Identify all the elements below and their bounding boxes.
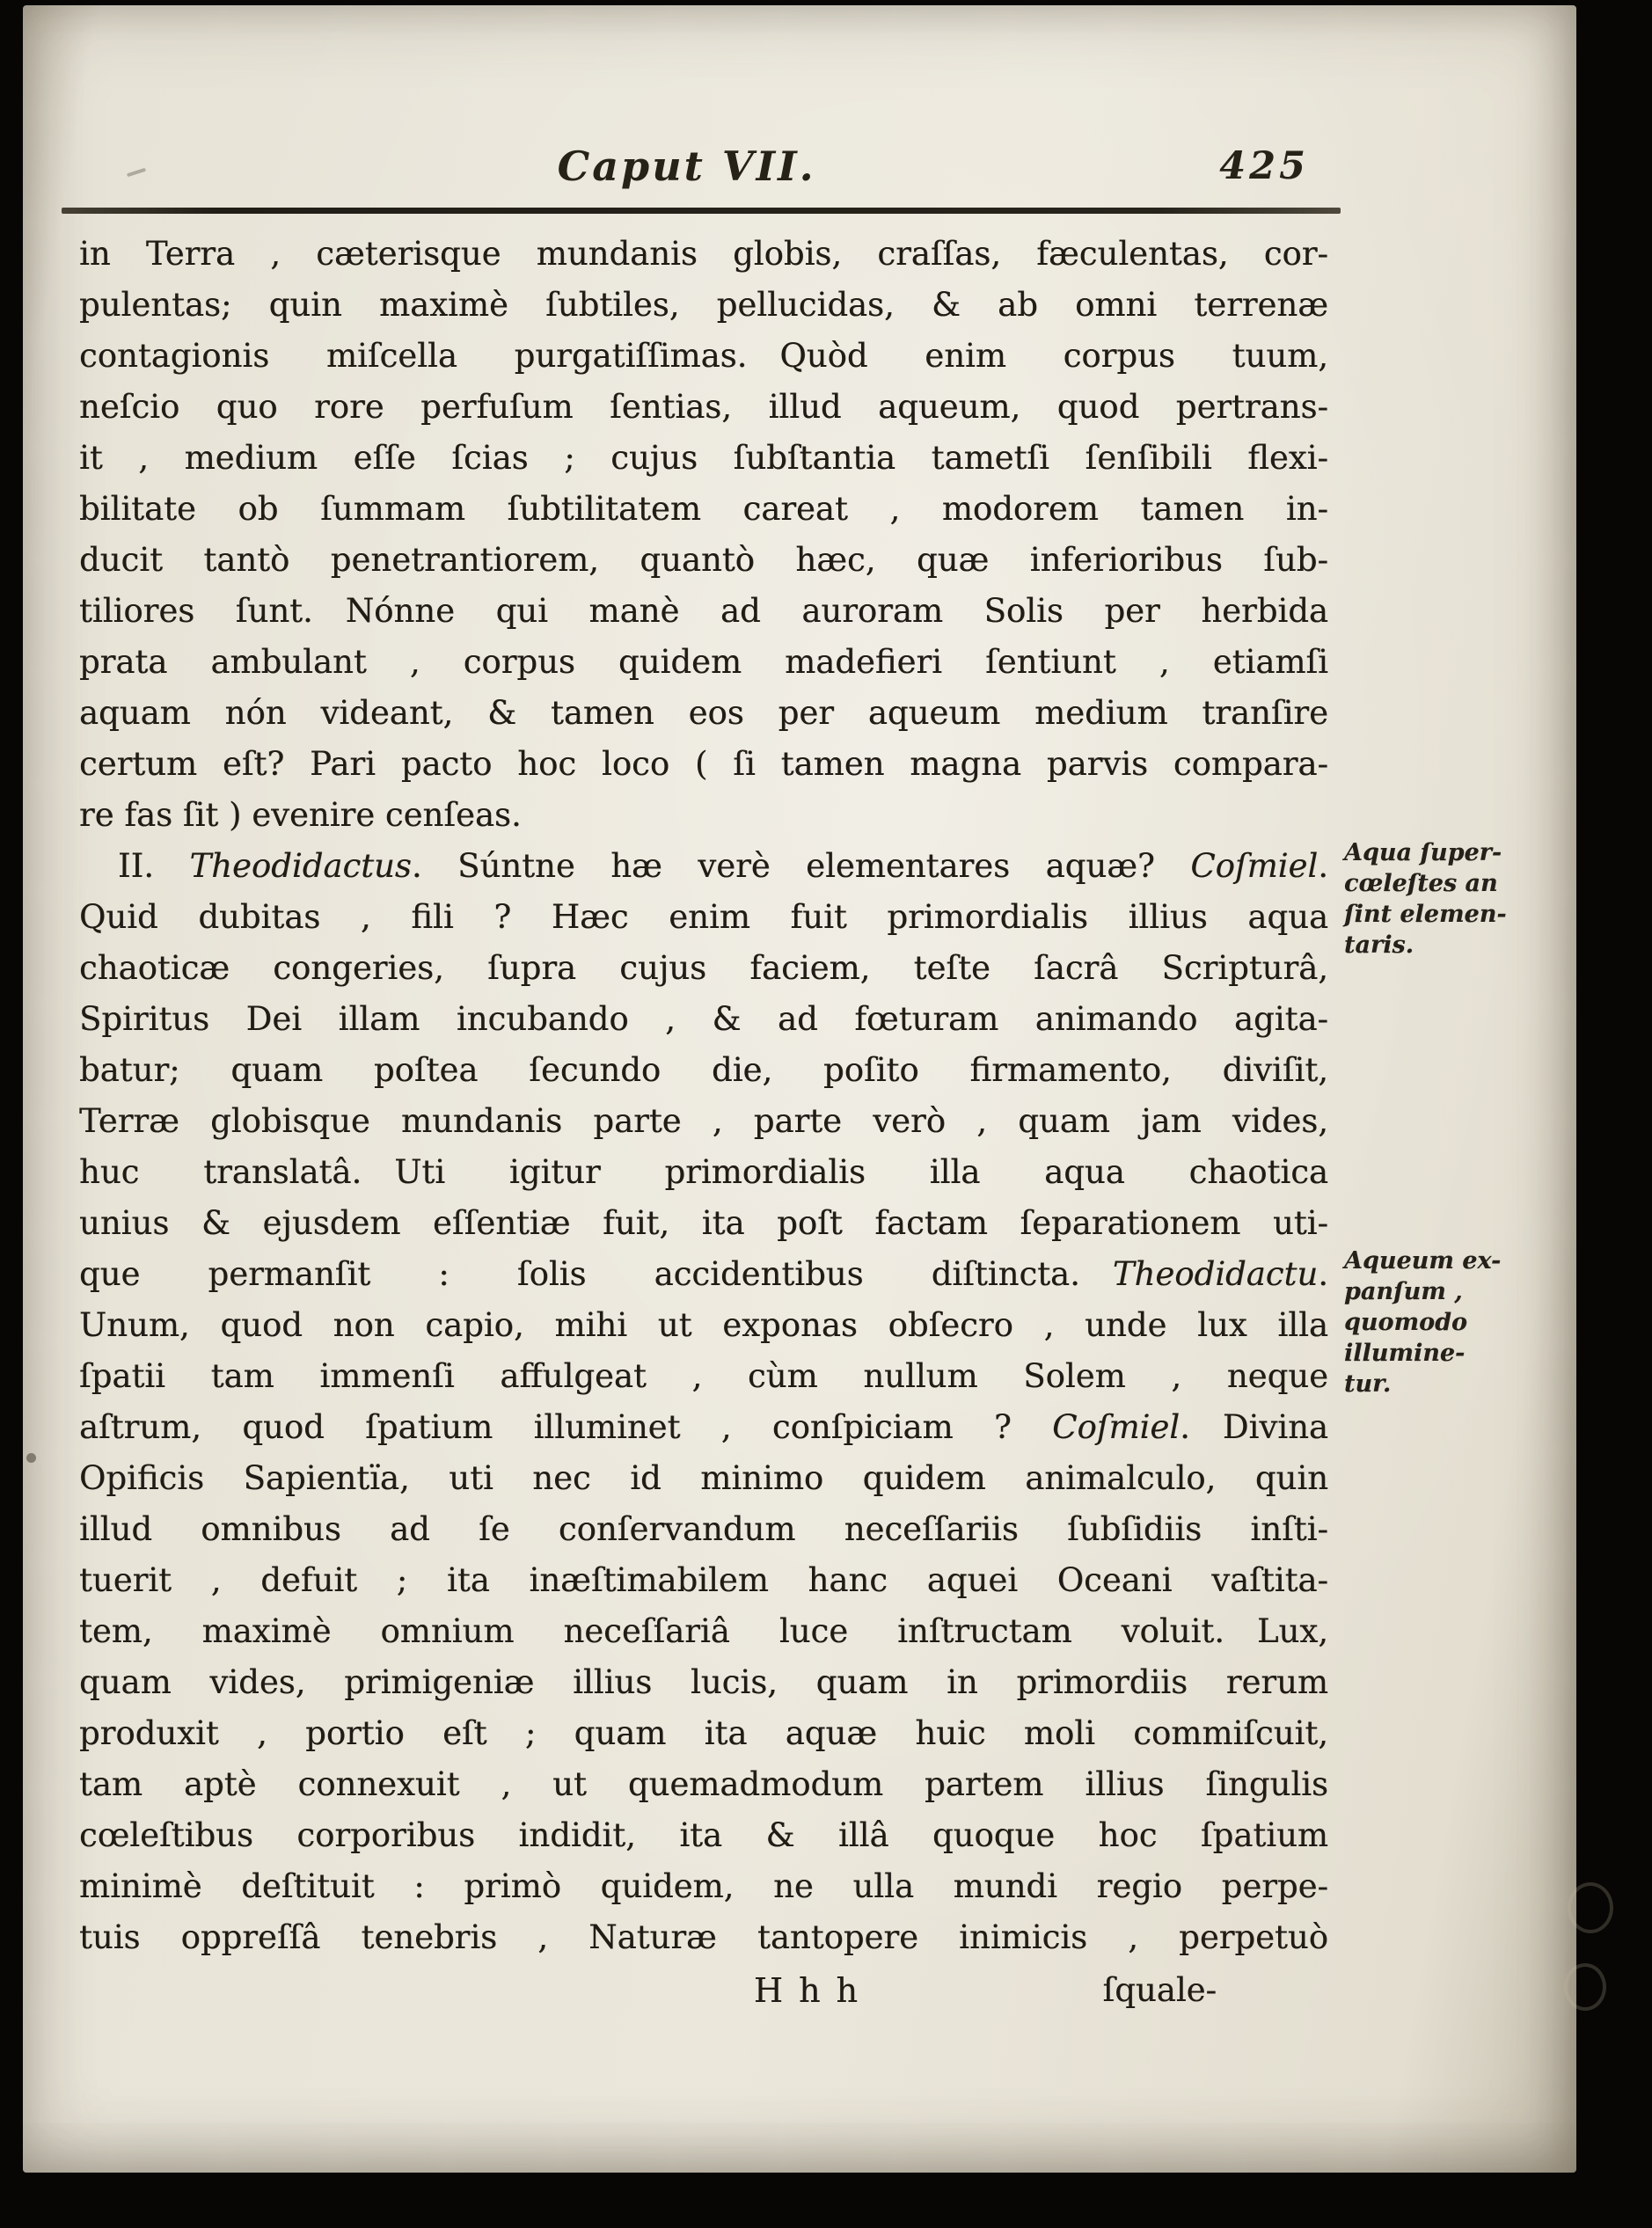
text-line: neſcio quo rore perfuſum ſentias, illud aqueum, quod pertrans- xyxy=(79,388,1328,426)
header-rule xyxy=(62,208,1341,214)
text-line: prata ambulant , corpus quidem madefieri ſentiunt , etiamſi xyxy=(79,643,1328,681)
text-lines xyxy=(79,229,1328,1963)
text-line: chaoticæ congeries, ſupra cujus faciem, teſte ſacrâ Scripturâ, xyxy=(79,949,1328,987)
text-line: cœleſtibus corporibus indidit, ita & illâ quoque hoc ſpatium xyxy=(79,1816,1328,1854)
text-line: Quid dubitas , fili ? Hæc enim fuit primordialis illius aqua xyxy=(79,898,1328,936)
text-line: unius & ejusdem eſſentiæ fuit, ita poſt factam ſeparationem uti- xyxy=(79,1204,1328,1242)
text-line: aquam nón videant, & tamen eos per aqueum medium tranſire xyxy=(79,694,1328,732)
scan-artifact-ring xyxy=(1568,1882,1613,1933)
text-line: contagionis miſcella purgatiſſimas. Quòd enim corpus tuum, xyxy=(79,337,1328,375)
text-line: quam vides, primigeniæ illius lucis, quam in primordiis rerum xyxy=(79,1663,1328,1701)
ink-dot xyxy=(26,1453,36,1463)
chapter-title: Caput VII. xyxy=(557,142,816,190)
text-line: it , medium eſſe ſcias ; cujus ſubſtantia tametſi ſenſibili flexi- xyxy=(79,439,1328,477)
text-body xyxy=(79,229,1328,2093)
text-line: pulentas; quin maximè ſubtiles, pellucidas, & ab omni terrenæ xyxy=(79,286,1328,324)
scan-artifact-ring xyxy=(1564,1963,1606,2011)
text-line: batur; quam poſtea ſecundo die, poſito firmamento, diviſit, xyxy=(79,1051,1328,1089)
text-line: II. Theodidactus. Súntne hæ verè elementares aquæ? Coſmiel. xyxy=(118,847,1329,885)
text-line: ſpatii tam immenſi affulgeat , cùm nullum Solem , neque xyxy=(79,1357,1328,1395)
footer xyxy=(79,1965,1328,2016)
book-page xyxy=(23,5,1576,2173)
page-header xyxy=(79,142,1332,197)
text-line: ducit tantò penetrantiorem, quantò hæc, quæ inferioribus ſub- xyxy=(79,541,1328,579)
text-line: tam aptè connexuit , ut quemadmodum partem illius ſingulis xyxy=(79,1765,1328,1803)
text-line: Unum, quod non capio, mihi ut exponas obſecro , unde lux illa xyxy=(79,1306,1328,1344)
text-line: bilitate ob ſummam ſubtilitatem careat , modorem tamen in- xyxy=(79,490,1328,528)
text-line: Opificis Sapientïa, uti nec id minimo quidem animalculo, quin xyxy=(79,1459,1328,1497)
text-line: Spiritus Dei illam incubando , & ad fœturam animando agita- xyxy=(79,1000,1328,1038)
text-line: tuis oppreſſâ tenebris , Naturæ tantopere inimicis , perpetuò xyxy=(79,1918,1328,1956)
text-line: aſtrum, quod ſpatium illuminet , conſpiciam ? Coſmiel. Divina xyxy=(79,1408,1328,1446)
margin-note: Aqua ſuper- cœleſtes an ſint elemen- taris. xyxy=(1344,839,1507,959)
text-line: illud omnibus ad ſe conſervandum neceſſariis ſubſidiis inſti- xyxy=(79,1510,1328,1548)
page-number: 425 xyxy=(1219,144,1309,188)
text-line: tiliores ſunt. Nónne qui manè ad auroram Solis per herbida xyxy=(79,592,1328,630)
text-line: huc translatâ. Uti igitur primordialis illa aqua chaotica xyxy=(79,1153,1328,1191)
text-line: tuerit , defuit ; ita inæſtimabilem hanc aquei Oceani vaſtita- xyxy=(79,1561,1328,1599)
text-line: minimè deſtituit : primò quidem, ne ulla mundi regio perpe- xyxy=(79,1867,1328,1905)
text-line: re fas ſit ) evenire cenſeas. xyxy=(79,796,522,834)
margin-note: Aqueum ex- panſum , quomodo illumine- tur. xyxy=(1344,1247,1502,1398)
text-line: Terræ globisque mundanis parte , parte verò , quam jam vides, xyxy=(79,1102,1328,1140)
text-line: produxit , portio eſt ; quam ita aquæ huic moli commiſcuit, xyxy=(79,1714,1328,1752)
text-line: tem, maximè omnium neceſſariâ luce inſtructam voluit. Lux, xyxy=(79,1612,1328,1650)
text-line: in Terra , cæterisque mundanis globis, craſſas, fæculentas, cor- xyxy=(79,235,1328,273)
margin-notes xyxy=(1339,229,1569,2076)
catchword: ſquale- xyxy=(1102,1971,1217,2009)
text-line: que permanſit : ſolis accidentibus diſtincta. Theodidactu. xyxy=(79,1255,1328,1293)
text-line: certum eſt? Pari pacto hoc loco ( ſi tamen magna parvis compara- xyxy=(79,745,1328,783)
signature-mark: Hhh xyxy=(753,1971,874,2010)
